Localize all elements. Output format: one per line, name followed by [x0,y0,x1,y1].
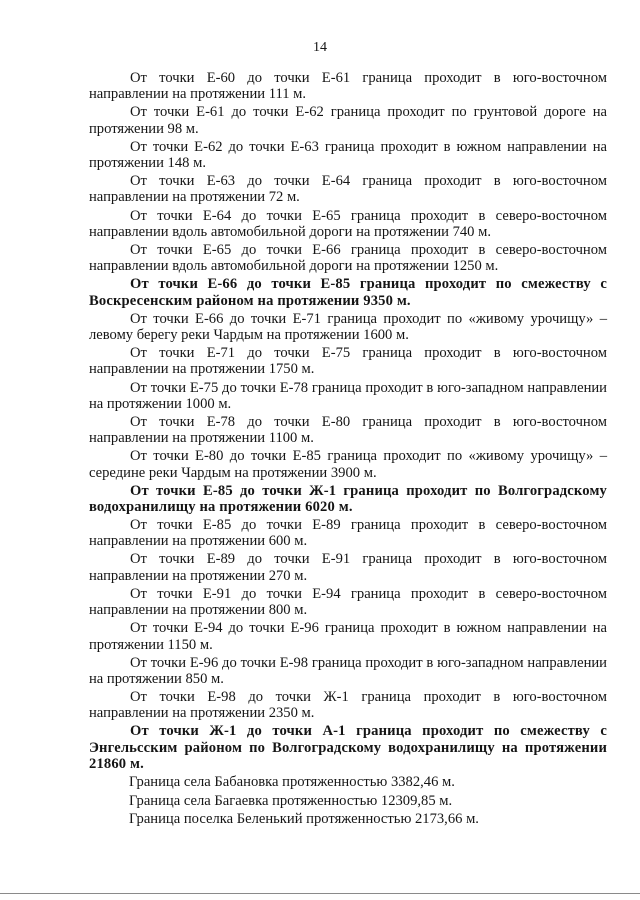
section-heading-paragraph: От точки Е-66 до точки Е-85 граница проходит по смежеству с Воскресенским районом на протяжении 9350 м. [89,276,607,309]
boundary-paragraph: От точки Е-60 до точки Е-61 граница проходит в юго-восточном направлении на протяжении 111 м. [89,70,607,103]
settlement-boundary-line: Граница поселка Беленький протяженностью 2173,66 м. [129,811,479,828]
boundary-paragraph: От точки Е-94 до точки Е-96 граница проходит в южном направлении на протяжении 1150 м. [89,620,607,653]
section-heading-paragraph: От точки Ж-1 до точки А-1 граница проходит по смежеству с Энгельсским районом по Волгоградскому водохранилищу на протяжении 21860 м. [89,723,607,773]
document-body [89,70,607,830]
boundary-paragraph: От точки Е-96 до точки Е-98 граница проходит в юго-западном направлении на протяжении 850 м. [89,654,607,687]
boundary-paragraph: От точки Е-75 до точки Е-78 граница проходит в юго-западном направлении на протяжении 1000 м. [89,379,607,412]
page-bottom-rule [0,893,640,894]
boundary-paragraph: От точки Е-64 до точки Е-65 граница проходит в северо-восточном направлении вдоль автомобильной дороги на протяжении 740 м. [89,207,607,240]
page-number: 14 [313,40,327,55]
boundary-paragraph: От точки Е-66 до точки Е-71 граница проходит по «живому урочищу» – левому берегу реки Чардым на протяжении 1600 м. [89,310,607,344]
boundary-paragraph: От точки Е-85 до точки Е-89 граница проходит в северо-восточном направлении на протяжении 600 м. [89,517,607,550]
boundary-description [89,70,607,772]
section-heading-paragraph: От точки Е-85 до точки Ж-1 граница проходит по Волгоградскому водохранилищу на протяжении 6020 м. [89,482,607,515]
boundary-paragraph: От точки Е-62 до точки Е-63 граница проходит в южном направлении на протяжении 148 м. [89,138,607,172]
boundary-paragraph: От точки Е-61 до точки Е-62 граница проходит по грунтовой дороге на протяжении 98 м. [89,104,607,137]
settlement-boundaries [89,774,607,828]
boundary-paragraph: От точки Е-89 до точки Е-91 граница проходит в юго-восточном направлении на протяжении 270 м. [89,551,607,584]
boundary-paragraph: От точки Е-80 до точки Е-85 граница проходит по «живому урочищу» – середине реки Чардым на протяжении 3900 м. [89,448,607,481]
boundary-paragraph: От точки Е-91 до точки Е-94 граница проходит в северо-восточном направлении на протяжении 800 м. [89,585,607,619]
boundary-paragraph: От точки Е-65 до точки Е-66 граница проходит в северо-восточном направлении вдоль автомобильной дороги на протяжении 1250 м. [89,241,607,275]
boundary-paragraph: От точки Е-63 до точки Е-64 граница проходит в юго-восточном направлении на протяжении 72 м. [89,173,607,206]
boundary-paragraph: От точки Е-98 до точки Ж-1 граница проходит в юго-восточном направлении на протяжении 2350 м. [89,689,607,722]
boundary-paragraph: От точки Е-78 до точки Е-80 граница проходит в юго-восточном направлении на протяжении 1100 м. [89,413,607,447]
settlement-boundary-line: Граница села Багаевка протяженностью 12309,85 м. [129,792,453,809]
settlement-boundary-line: Граница села Бабановка протяженностью 3382,46 м. [129,774,455,791]
boundary-paragraph: От точки Е-71 до точки Е-75 граница проходит в юго-восточном направлении на протяжении 1750 м. [89,345,607,378]
